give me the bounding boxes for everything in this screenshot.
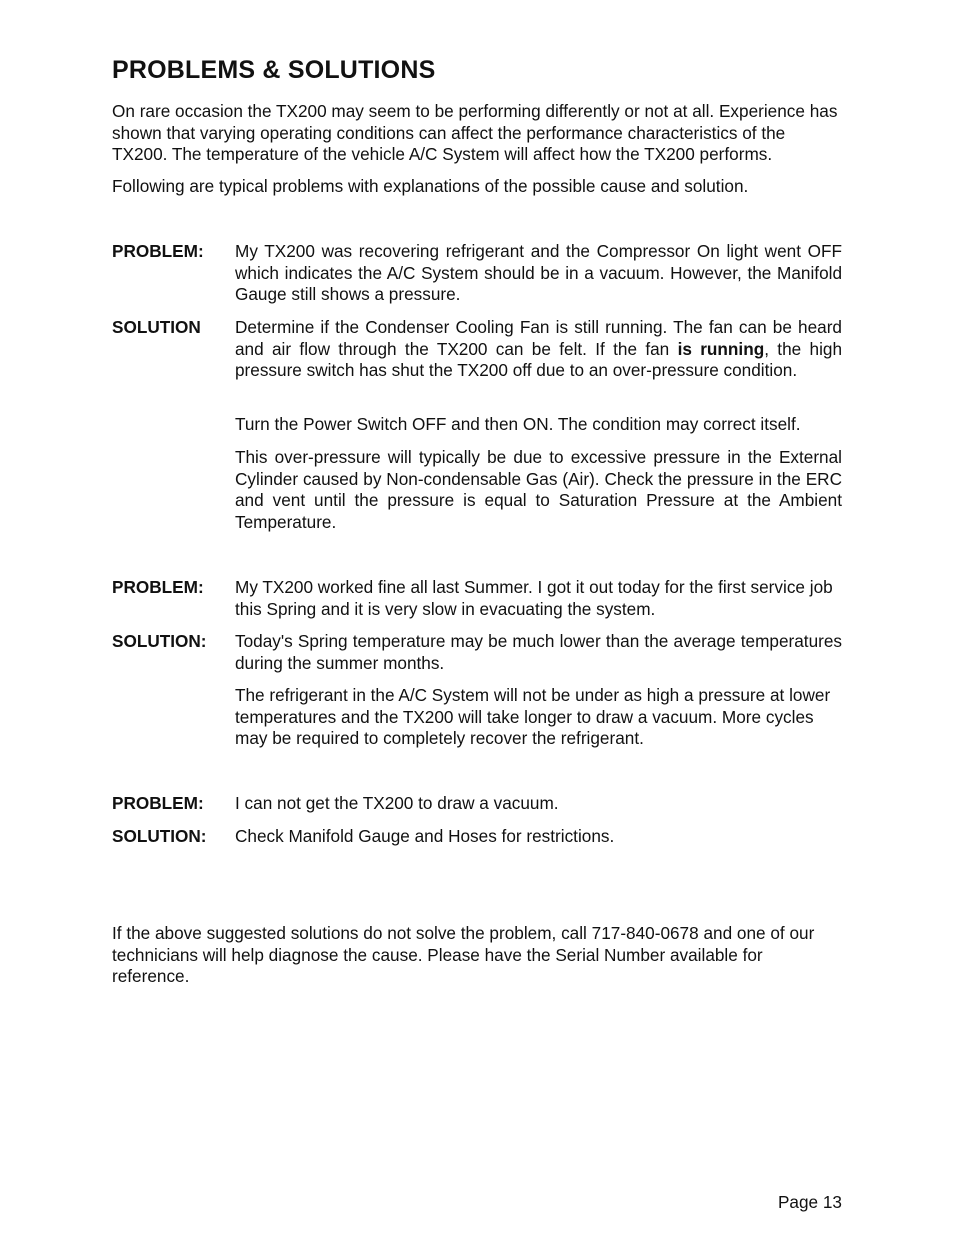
solution-label: SOLUTION: xyxy=(112,631,207,651)
solution-extra-text: The refrigerant in the A/C System will not be under as high a pressure at lower temperatures and the TX200 will take longer to draw a vacuum. More cycles may be required to completely recover the refrigerant. xyxy=(235,685,831,749)
problem-label: PROBLEM: xyxy=(112,793,204,813)
solution-text-end: , the high pressure switch has shut the TX200 off due to an over-pressure condition. xyxy=(235,338,843,381)
intro-paragraph-1: On rare occasion the TX200 may seem to be performing differently or not at all. Experience has shown that varying operating conditions can affect the performance characteristics of the TX200. The temperature of the vehicle A/C System will affect how the TX200 performs. xyxy=(112,101,838,165)
problem-label: PROBLEM: xyxy=(112,241,204,261)
solution-emphasis: is running xyxy=(677,338,765,359)
solution-text: Check Manifold Gauge and Hoses for restrictions. xyxy=(235,826,615,846)
solution-text xyxy=(235,317,842,382)
page-number: Page 13 xyxy=(777,1192,842,1212)
intro-paragraph-2: Following are typical problems with explanations of the possible cause and solution. xyxy=(112,176,749,196)
solution-label: SOLUTION xyxy=(112,317,201,337)
problem-text: I can not get the TX200 to draw a vacuum. xyxy=(235,793,559,813)
problem-text: My TX200 worked fine all last Summer. I got it out today for the first service job this Spring and it is very slow in evacuating the system. xyxy=(235,577,833,619)
solution-text: Today's Spring temperature may be much lower than the average temperatures during the summer months. xyxy=(235,631,842,673)
contact-note: If the above suggested solutions do not solve the problem, call 717-840-0678 and one of our technicians will help diagnose the cause. Please have the Serial Number available for reference. xyxy=(112,923,815,987)
solution-label: SOLUTION: xyxy=(112,826,207,846)
solution-text-start: Determine if the Condenser Cooling Fan is still running. The fan can be heard and air flow through the TX200 can be felt. If the fan xyxy=(235,317,842,359)
solution-extra-text: This over-pressure will typically be due to excessive pressure in the External Cylinder caused by Non-condensable Gas (Air). Check the pressure in the ERC and vent until the pressure is equal to Saturation Pressure at the Ambient Temperature. xyxy=(235,447,842,532)
problem-label: PROBLEM: xyxy=(112,577,204,597)
page-title: PROBLEMS & SOLUTIONS xyxy=(112,56,436,84)
problem-text: My TX200 was recovering refrigerant and the Compressor On light went OFF which indicates the A/C System should be in a vacuum. However, the Manifold Gauge still shows a pressure. xyxy=(235,241,842,305)
solution-extra-text: Turn the Power Switch OFF and then ON. The condition may correct itself. xyxy=(235,414,801,434)
